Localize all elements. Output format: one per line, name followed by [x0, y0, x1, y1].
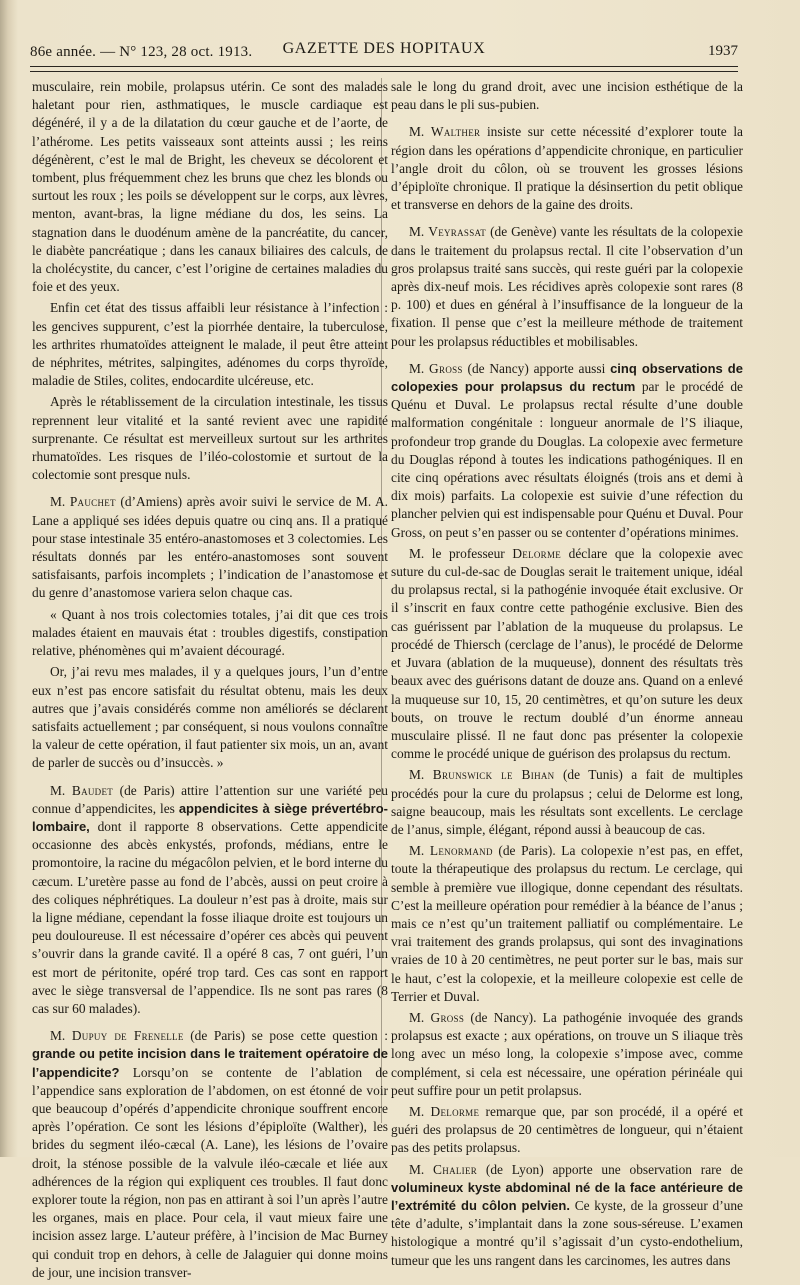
paragraph [391, 1161, 743, 1270]
paragraph-text: déclare que la colopexie avec suture du cul-de-sac de Douglas serait le traitement unique, idéal du prolapsus rectal, si la pathogénie invoquée était exclusive. Or il s’inscrit en faux contre cette pathogénie exclusive. Bien des cas guérissent par l’ablation de la muqueuse du prolapsus. Le procédé de Thiersch (cerclage de l’anus), le procédé de Delorme et Juvara (ablation de la muqueuse), donnent des résultats très beaux avec des guérisons datant de douze ans. Quand on a enlevé la muqueuse sur 10, 15, 20 centimètres, et qu’on suture les deux bouts, on trouve le rectum doublé d’un énorme anneau musculaire plissé. Il ne faut donc pas présenter la colopexie comme le procédé unique de guérison des prolapsus du rectum. [391, 545, 743, 762]
paragraph-text: (de Paris). La colopexie n’est pas, en effet, toute la thérapeutique des prolapsus du rectum. Le cerclage, qui semble à première vue illogique, donne cependant des résultats. C’est la meilleure opération pour remédier à la béance de l’anus ; mais ce n’est qu’un traitement palliatif ou complémentaire. Le vrai traitement des grands prolapsus, qui sont des invaginations vraies de 10 à 20 centimètres, ne peut porter sur le bas, mais sur le haut, c’est la colopexie, et la meilleure colopexie est celle de Terrier et Duval. [391, 843, 743, 1004]
paragraph [391, 842, 743, 1006]
paragraph-text: (de Paris) attire l’attention sur une variété peu connue d’appendicites, les [32, 782, 388, 816]
paragraph: Or, j’ai revu mes malades, il y a quelques jours, l’un d’entre eux n’est pas encore satisfait du résultat obtenu, mais les deux autres que j’avais considérés comme non améliorés se déclarent satisfaits actuellement ; par conséquent, si nous voulons connaître la valeur de cette opération, il faut patienter six mois, un an, avant de parler de succès ou d’insuccès. » [32, 664, 388, 771]
right-column [391, 78, 743, 1273]
paragraph-text: Ce kyste, de la grosseur d’une tête d’adulte, s’implantait dans la zone sous-séreuse. L’examen histologique a montré qu’il s’agissait d’un cysto-endothelium, tumeur que les uns rangent dans les carcinomes, les autres dans [391, 1197, 743, 1268]
author-name: Dupuy de Frenelle [71, 1028, 184, 1044]
paragraph [391, 545, 743, 763]
paragraph [391, 1009, 743, 1100]
bold-topic: grande ou petite incision dans le traitement opératoire de l’appendicite? [32, 1046, 388, 1080]
paragraph-text: (d’Amiens) après avoir suivi le service de M. A. Lane a appliqué ses idées depuis quatre ou cinq ans. Il a pratiqué pour stase intestinale 35 entéro-anastomoses et 3 colectomies. Les résultats donnés par les entéro-anastomoses sont souvent satisfaisants, parfois incomplets ; l’indication de l’anastomose et du genre d’anastomose variera selon chaque cas. [32, 494, 388, 601]
label-m: M. [409, 1161, 425, 1177]
paragraph [32, 782, 388, 1019]
running-header [30, 40, 738, 62]
paragraph: musculaire, rein mobile, prolapsus utérin. Ce sont des malades haletant pour rien, asthmatiques, le muscle cardiaque est dégénéré, il y a de la dilatation du cœur gauche et de l’aorte, de l’athérome. Les petits vaisseaux sont atteints aussi ; les reins dégénèrent, c’est le mal de Bright, les cheveux se décolorent et tombent, plus fréquemment chez les bruns que chez les blonds ou surtout les roux ; les poils se développent sur le corps, aux lèvres, menton, avant-bras, la ligne médiane du dos, les seins. La stagnation dans le duodénum amène de la pancréatite, du cancer, le diabète pancréatique ; dans les canaux biliaires des calculs, de la cholécystite, du cancer, c’est l’origine de certaines maladies du foie et des yeux. [32, 79, 388, 295]
paragraph-text: remarque que, par son procédé, il a opéré et guéri des prolapsus de 20 centimètres de longueur, qui n’étaient pas des petits prolapsus. [391, 1103, 743, 1156]
paragraph [391, 223, 743, 350]
paragraph [391, 1103, 743, 1158]
author-name: Brunswick le Bihan [432, 767, 555, 783]
bold-topic: volumineux kyste abdominal né de la face antérieure de l’extrémité du côlon pelvien. [391, 1179, 743, 1213]
author-name: Delorme [430, 1103, 480, 1119]
author-name: Pauchet [69, 494, 116, 510]
paragraph [32, 493, 388, 602]
paragraph-text: insiste sur cette nécessité d’explorer toute la région dans les opérations d’appendicite chronique, en particulier l’angle droit du côlon, où se trouvent les grosses lésions d’épiploïte chronique. Il pratique la désinsertion du petit oblique et transverse en dehors de la gaine des droits. [391, 124, 744, 213]
paragraph [32, 1027, 388, 1282]
paragraph [391, 123, 743, 214]
label-m: M. [50, 494, 66, 510]
paragraph [391, 360, 743, 542]
label-m: M. [409, 1103, 425, 1119]
paragraph-text: (de Paris) se pose cette question : [190, 1028, 388, 1044]
paragraph: Enfin cet état des tissus affaibli leur résistance à l’infection : les gencives suppurent, c’est la piorrhée dentaire, la tuberculose, les arthrites rhumatoïdes atteignent le malade, il peut être atteint de néphrites, métrites, salpingites, adénomes du corps thyroïde, maladie de Stiles, colites, endocardite ulcéreuse, etc. [32, 300, 388, 389]
left-column [32, 78, 388, 1285]
bold-topic: appendicites à siège prévertébro-lombaire, [32, 800, 388, 834]
label-m: M. [409, 1009, 425, 1025]
journal-title: GAZETTE DES HOPITAUX [282, 40, 486, 57]
label-m: M. le professeur [409, 545, 505, 561]
paragraph-text: Lorsqu’on se contente de l’ablation de l’appendice sans exploration de l’abdomen, on est étonné de voir que beaucoup d’opérés d’appendicite chronique souffrent encore après l’opération. Ce sont les lésions d’épiploïte (Walther), les brides du segment iléo-cæcal (A. Lane), les lésions de l’ovaire droit, la sténose possible de la valvule iléo-cæcale et liée aux adhérences de la région qui expliquent ces troubles. Il faut donc explorer toute la région, non pas en attirant à soi l’un après l’autre les organes, mais en place. Pour cela, il vaut mieux faire une incision assez large. L’auteur préfère, à l’incision de Mac Burney qui conduit trop en dehors, à celle de Jalaguier qui donne moins de jour, une incision transver- [32, 1064, 388, 1280]
label-m: M. [409, 124, 425, 140]
author-name: Veyrassat [428, 224, 487, 240]
paragraph: Après le rétablissement de la circulation intestinale, les tissus reprennent leur vitalité et la santé revient avec une rapidité surprenante. Ce résultat est merveilleux surtout sur les arthrites rhumatoïdes. Les risques de l’iléo-colostomie et surtout de la colectomie sont presque nuls. [32, 394, 388, 483]
paragraph-text: (de Lyon) apporte une observation rare de [485, 1161, 743, 1177]
page-number: 1937 [708, 43, 738, 59]
author-name: Chalier [433, 1161, 478, 1177]
author-name: Walther [430, 124, 481, 140]
paragraph-text: dont il rapporte 8 observations. Cette appendicite occasionne des abcès enkystés, profonds, médians, entre le promontoire, la racine du mégacôlon pelvien, et le bord interne du cæcum. L’uretère passe au fond de l’abcès, aussi on peut croire à des coliques néphrétiques. La douleur n’est pas à droite, mais sur la ligne médiane, cependant la fosse iliaque droite est toujours un peu douloureuse. Il est nécessaire d’opérer ces abcès qui peuvent s’ouvrir dans la grande cavité. Il a opéré 8 cas, 7 ont guéri, l’un est mort de péritonite, opéré trop tard. Ces cas sont en rapport avec le siège transversal de l’appendice. Ils ne sont pas rares (8 cas sur 60 malades). [32, 818, 388, 1016]
header-rule-thin [30, 71, 738, 72]
paragraph: sale le long du grand droit, avec une incision esthétique de la peau dans le pli sus-pubien. [391, 79, 743, 113]
paragraph: « Quant à nos trois colectomies totales, j’ai dit que ces trois malades étaient en mauvais état : troubles digestifs, constipation relative, phénomènes qui m’avaient découragé. [32, 606, 388, 659]
label-m: M. [409, 843, 425, 859]
author-name: Gross [430, 1009, 465, 1025]
paragraph [391, 766, 743, 839]
issue-info: 86e année. — N° 123, 28 oct. 1913. [30, 44, 253, 60]
paragraph-text: par le procédé de Quénu et Duval. Le prolapsus rectal résulte d’une double malformation congénitale : longueur anormale de l’S iliaque, profondeur trop grande du Douglas. La colopexie avec fermeture du Douglas répond à toutes les indications pathogéniques. Il en cite cinq opérations avec résultats éloignés (trois ans et demi à dix mois) parfaits. La colopexie est suivie d’une réfection du plancher pelvien qui est indispensable pour Quénu et Duval. Pour Gross, on peut s’en passer ou se contenter d’opérations minimes. [391, 379, 743, 540]
author-name: Lenormand [429, 843, 493, 859]
label-m: M. [50, 782, 66, 798]
bold-topic: cinq observations de colopexies pour prolapsus du rectum [391, 360, 743, 395]
label-m: M. [50, 1028, 66, 1044]
label-m: M. [409, 224, 425, 240]
author-name: Delorme [512, 545, 562, 561]
header-rule [30, 66, 738, 67]
label-m: M. [409, 767, 425, 783]
author-name: Gross [429, 360, 463, 376]
paragraph-text: (de Genève) vante les résultats de la colopexie dans le traitement du prolapsus rectal. Il cite l’observation d’un gros prolapsus traité sans succès, qui reste guéri par la colopexie après dix-neuf mois. Les récidives après colopexie sont rares (8 p. 100) et dues en général à l’insuffisance de la longueur de la fixation. Il pense que c’est la meilleure méthode de traitement pour les prolapsus réductibles et mobilisables. [391, 224, 743, 349]
label-m: M. [409, 360, 425, 376]
paragraph-text: (de Nancy). La pathogénie invoquée des grands prolapsus est exacte ; aux opérations, on trouve un S iliaque très long avec un méso long, la colopexie s’impose avec, comme complément, si cela est nécessaire, une opération périnéale qui peut suffire pour un petit prolapsus. [391, 1009, 743, 1098]
author-name: Baudet [71, 782, 114, 798]
paragraph-text: (de Tunis) a fait de multiples procédés pour la cure du prolapsus ; celui de Delorme est long, saigne beaucoup, mais les résultats sont excellents. Le cerclage de l’anus, simple, élégant, répond aussi à beaucoup de cas. [391, 767, 743, 837]
paragraph-text: (de Nancy) apporte aussi [467, 360, 606, 376]
